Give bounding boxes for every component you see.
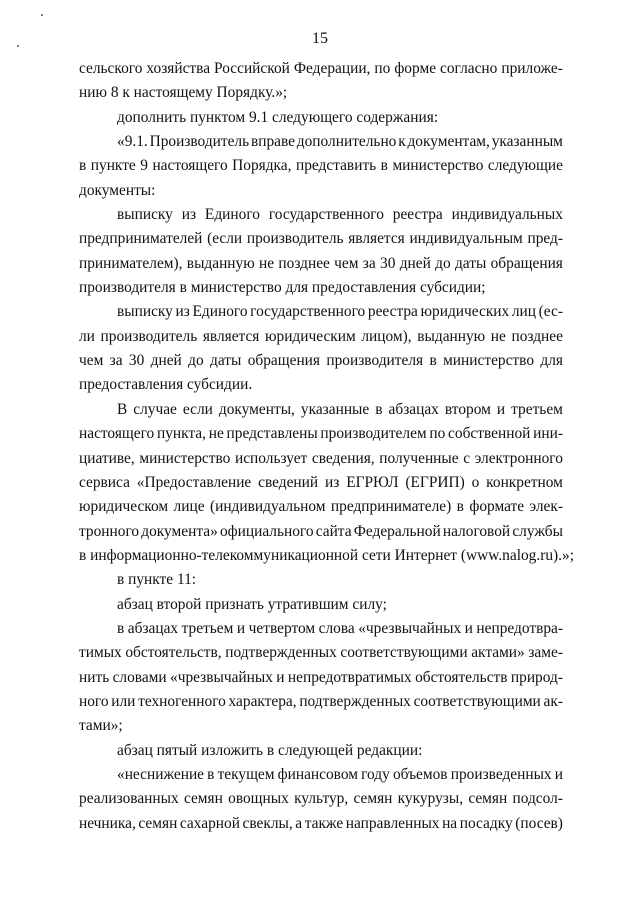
text-line: нечника, семян сахарной свеклы, а также направленных на посадку (посев)	[79, 814, 563, 832]
text-line: производителя в министерство для предоставления субсидии;	[79, 279, 486, 297]
text-line: нить словами «чрезвычайных и непредотвратимых обстоятельств природ-	[79, 668, 563, 686]
text-line: нию 8 к настоящему Порядку.»;	[79, 84, 288, 102]
text-line: предоставления субсидии.	[79, 376, 253, 394]
document-body	[79, 57, 574, 836]
text-line: ного или техногенного характера, подтвержденных соответствующими ак-	[79, 692, 563, 710]
text-line: тами»;	[79, 717, 123, 735]
text-line: циативе, министерство использует сведения, полученные с электронного	[79, 449, 563, 467]
text-line: чем за 30 дней до даты обращения производителя в министерство для	[79, 352, 563, 370]
text-line: тимых обстоятельств, подтвержденных соответствующими актами» заме-	[79, 644, 563, 662]
page-number: 15	[312, 30, 328, 47]
text-line: в пункте 11:	[117, 571, 197, 589]
text-line: выписку из Единого государственного реестра индивидуальных	[117, 206, 563, 224]
text-line: сельского хозяйства Российской Федерации, по форме согласно приложе-	[79, 60, 563, 77]
text-line: «неснижение в текущем финансовом году объемов произведенных и	[117, 765, 563, 783]
text-line: реализованных семян овощных культур, семян кукурузы, семян подсол-	[79, 790, 563, 808]
text-line: в пункте 9 настоящего Порядка, представить в министерство следующие	[79, 157, 563, 175]
text-line: принимателем), выданную не позднее чем за 30 дней до даты обращения	[79, 254, 563, 272]
text-line: «9.1. Производитель вправе дополнительно к документам, указанным	[117, 133, 563, 151]
text-line: тронного документа» официального сайта Федеральной налоговой службы	[79, 522, 563, 540]
text-line: документы:	[79, 181, 156, 199]
text-line: В случае если документы, указанные в абзацах втором и третьем	[117, 400, 563, 418]
text-line: настоящего пункта, не представлены производителем по собственной ини-	[79, 425, 563, 443]
text-line: сервиса «Предоставление сведений из ЕГРЮЛ (ЕГРИП) о конкретном	[79, 473, 563, 491]
text-line: абзац пятый изложить в следующей редакции:	[117, 741, 423, 759]
text-line: в информационно-телекоммуникационной сети Интернет (www.nalog.ru).»;	[79, 546, 574, 564]
text-line: ли производитель является юридическим лицом), выданную не позднее	[79, 327, 563, 345]
text-line: абзац второй признать утратившим силу;	[117, 595, 387, 613]
text-line: в абзацах третьем и четвертом слова «чрезвычайных и непредотвра-	[117, 619, 563, 637]
text-line: предпринимателей (если производитель является индивидуальным пред-	[79, 230, 563, 248]
text-line: выписку из Единого государственного реестра юридических лиц (ес-	[117, 303, 563, 321]
text-line: юридическом лице (индивидуальном предпринимателе) в формате элек-	[79, 498, 563, 516]
text-line: дополнить пунктом 9.1 следующего содержания:	[117, 108, 439, 126]
scan-speck	[41, 14, 43, 16]
